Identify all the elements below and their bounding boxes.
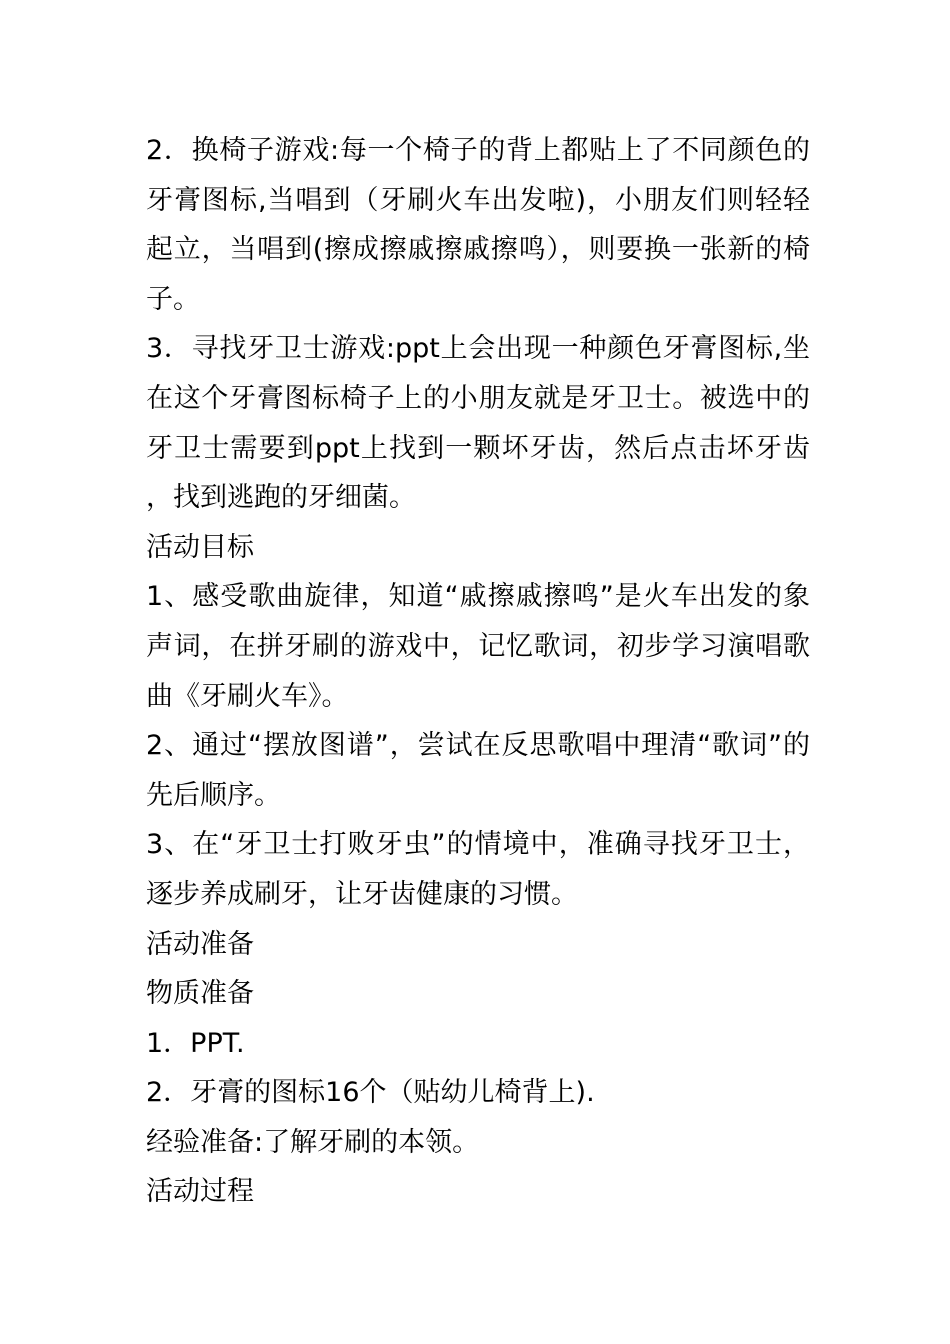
game-find-tooth-guard-paragraph: 3．寻找牙卫士游戏:ppt上会出现一种颜色牙膏图标,坐在这个牙膏图标椅子上的小朋友就是牙卫士。被选中的牙卫士需要到ppt上找到一颗坏牙齿，然后点击坏牙齿，找到逃跑的牙细菌。	[146, 333, 810, 514]
material-item-1: 1．PPT.	[146, 1027, 245, 1059]
document-body	[146, 126, 810, 1217]
activity-goals-heading: 活动目标	[146, 531, 254, 563]
activity-process-heading: 活动过程	[146, 1176, 254, 1208]
goal-item-2: 2、通过“摆放图谱”，尝试在反思歌唱中理清“歌词”的先后顺序。	[146, 730, 810, 811]
experience-preparation: 经验准备:了解牙刷的本领。	[146, 1126, 480, 1158]
goal-item-1: 1、感受歌曲旋律，知道“戚擦戚擦鸣”是火车出发的象声词，在拼牙刷的游戏中，记忆歌词，初步学习演唱歌曲《牙刷火车》。	[146, 581, 810, 712]
activity-preparation-heading: 活动准备	[146, 928, 254, 960]
goal-item-3: 3、在“牙卫士打败牙虫”的情境中，准确寻找牙卫士，逐步养成刷牙，让牙齿健康的习惯。	[146, 829, 810, 910]
game-change-chairs-paragraph: 2．换椅子游戏:每一个椅子的背上都贴上了不同颜色的牙膏图标,当唱到（牙刷火车出发啦)，小朋友们则轻轻起立，当唱到(擦成擦戚擦戚擦鸣），则要换一张新的椅子。	[146, 135, 810, 315]
material-preparation-heading: 物质准备	[146, 978, 254, 1010]
material-item-2: 2．牙膏的图标16个（贴幼儿椅背上).	[146, 1077, 595, 1109]
